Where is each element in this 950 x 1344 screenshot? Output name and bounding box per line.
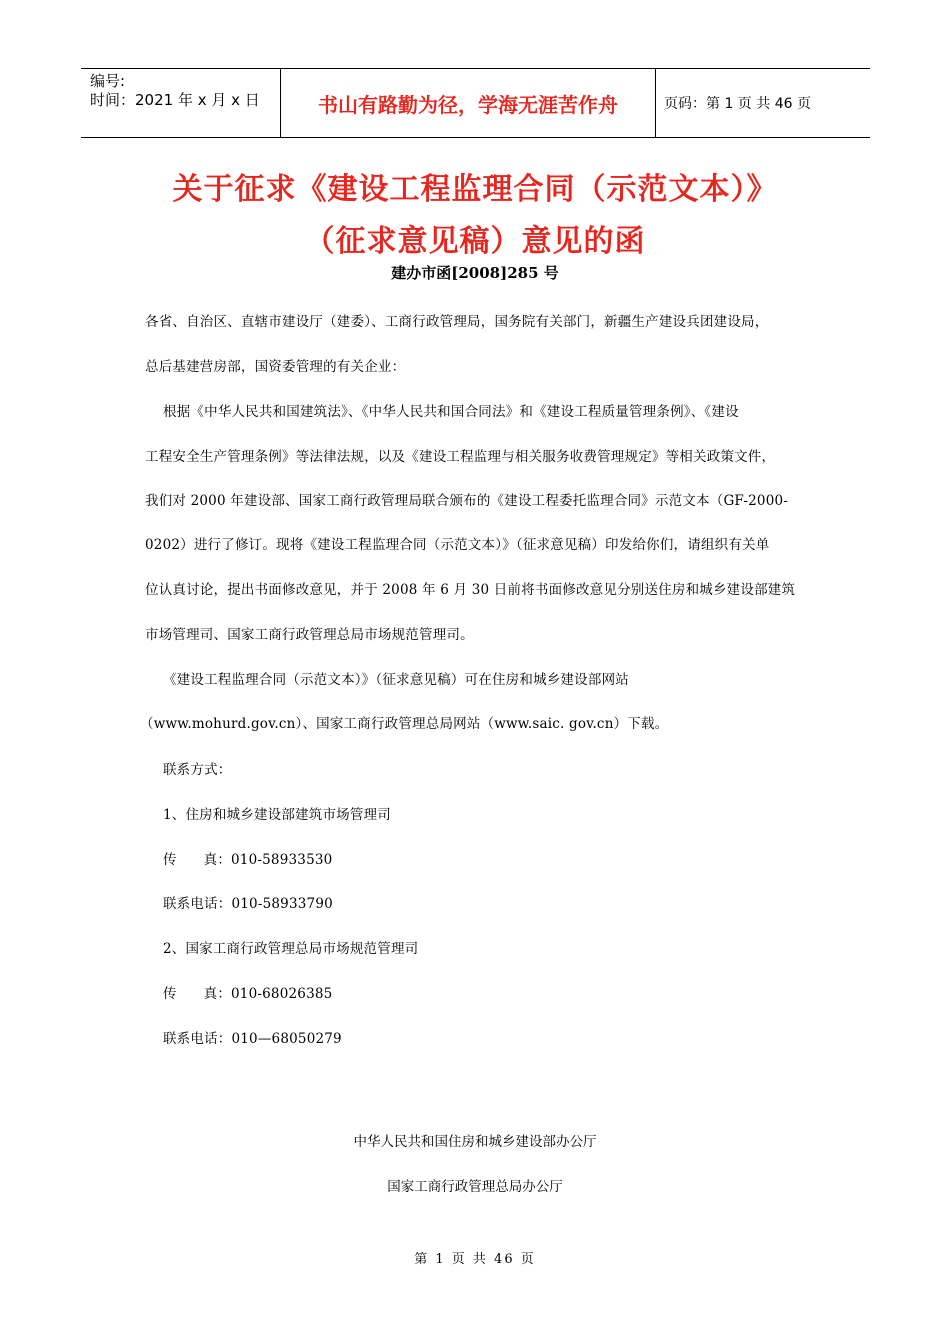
page-footer: 第 1 页 共 46 页 (414, 1252, 536, 1267)
body-line: 传 真：010-58933530 (145, 852, 333, 868)
header-table (81, 68, 870, 138)
body-line: 市场管理司、国家工商行政管理总局市场规范管理司。 (145, 627, 474, 643)
body-line: 0202）进行了修订。现将《建设工程监理合同（示范文本）》（征求意见稿）印发给你们，请组织有关单 (145, 537, 770, 553)
body-line: 1、住房和城乡建设部建筑市场管理司 (145, 807, 391, 823)
document-number: 建办市函[2008]285 号 (391, 264, 559, 282)
body-line: 根据《中华人民共和国建筑法》、《中华人民共和国合同法》和《建设工程质量管理条例》、《建设 (145, 404, 739, 420)
body-line: 传 真：010-68026385 (145, 986, 333, 1002)
motto-cell (281, 69, 656, 137)
document-title-line-1: 关于征求《建设工程监理合同（示范文本）》 (172, 172, 778, 207)
body-line: 我们对 2000 年建设部、国家工商行政管理局联合颁布的《建设工程委托监理合同》示范文本（GF-2000- (145, 493, 789, 509)
motto-text: 书山有路勤为径，学海无涯苦作舟 (318, 92, 618, 117)
body-line: 各省、自治区、直辖市建设厅（建委）、工商行政管理局，国务院有关部门，新疆生产建设兵团建设局， (145, 314, 769, 330)
body-line: （www.mohurd.gov.cn）、国家工商行政管理总局网站（www.saic. gov.cn）下载。 (140, 716, 669, 732)
page-info-cell (656, 69, 870, 137)
body-line: 2、国家工商行政管理总局市场规范管理司 (145, 941, 419, 957)
body-line: 《建设工程监理合同（示范文本）》（征求意见稿）可在住房和城乡建设部网站 (145, 672, 629, 688)
signature-line-2: 国家工商行政管理总局办公厅 (387, 1179, 563, 1195)
signature-line-1: 中华人民共和国住房和城乡建设部办公厅 (353, 1134, 597, 1150)
body-line: 总后基建营房部，国资委管理的有关企业： (145, 359, 406, 375)
body-line: 联系电话：010—68050279 (145, 1031, 342, 1047)
document-title-line-2: （征求意见稿）意见的函 (304, 224, 646, 259)
body-line: 位认真讨论，提出书面修改意见，并于 2008 年 6 月 30 日前将书面修改意见分别送住房和城乡建设部建筑 (145, 582, 796, 598)
body-line: 联系电话：010-58933790 (145, 896, 333, 912)
number-label: 编号: (90, 72, 126, 90)
page-label: 页码：第 1 页 共 46 页 (664, 96, 811, 112)
body-line: 工程安全生产管理条例》等法律法规，以及《建设工程监理与相关服务收费管理规定》等相关政策文件， (145, 449, 776, 465)
header-info-cell (81, 69, 281, 137)
time-label: 时间：2021 年 x 月 x 日 (90, 91, 260, 109)
body-line: 联系方式： (145, 762, 232, 778)
